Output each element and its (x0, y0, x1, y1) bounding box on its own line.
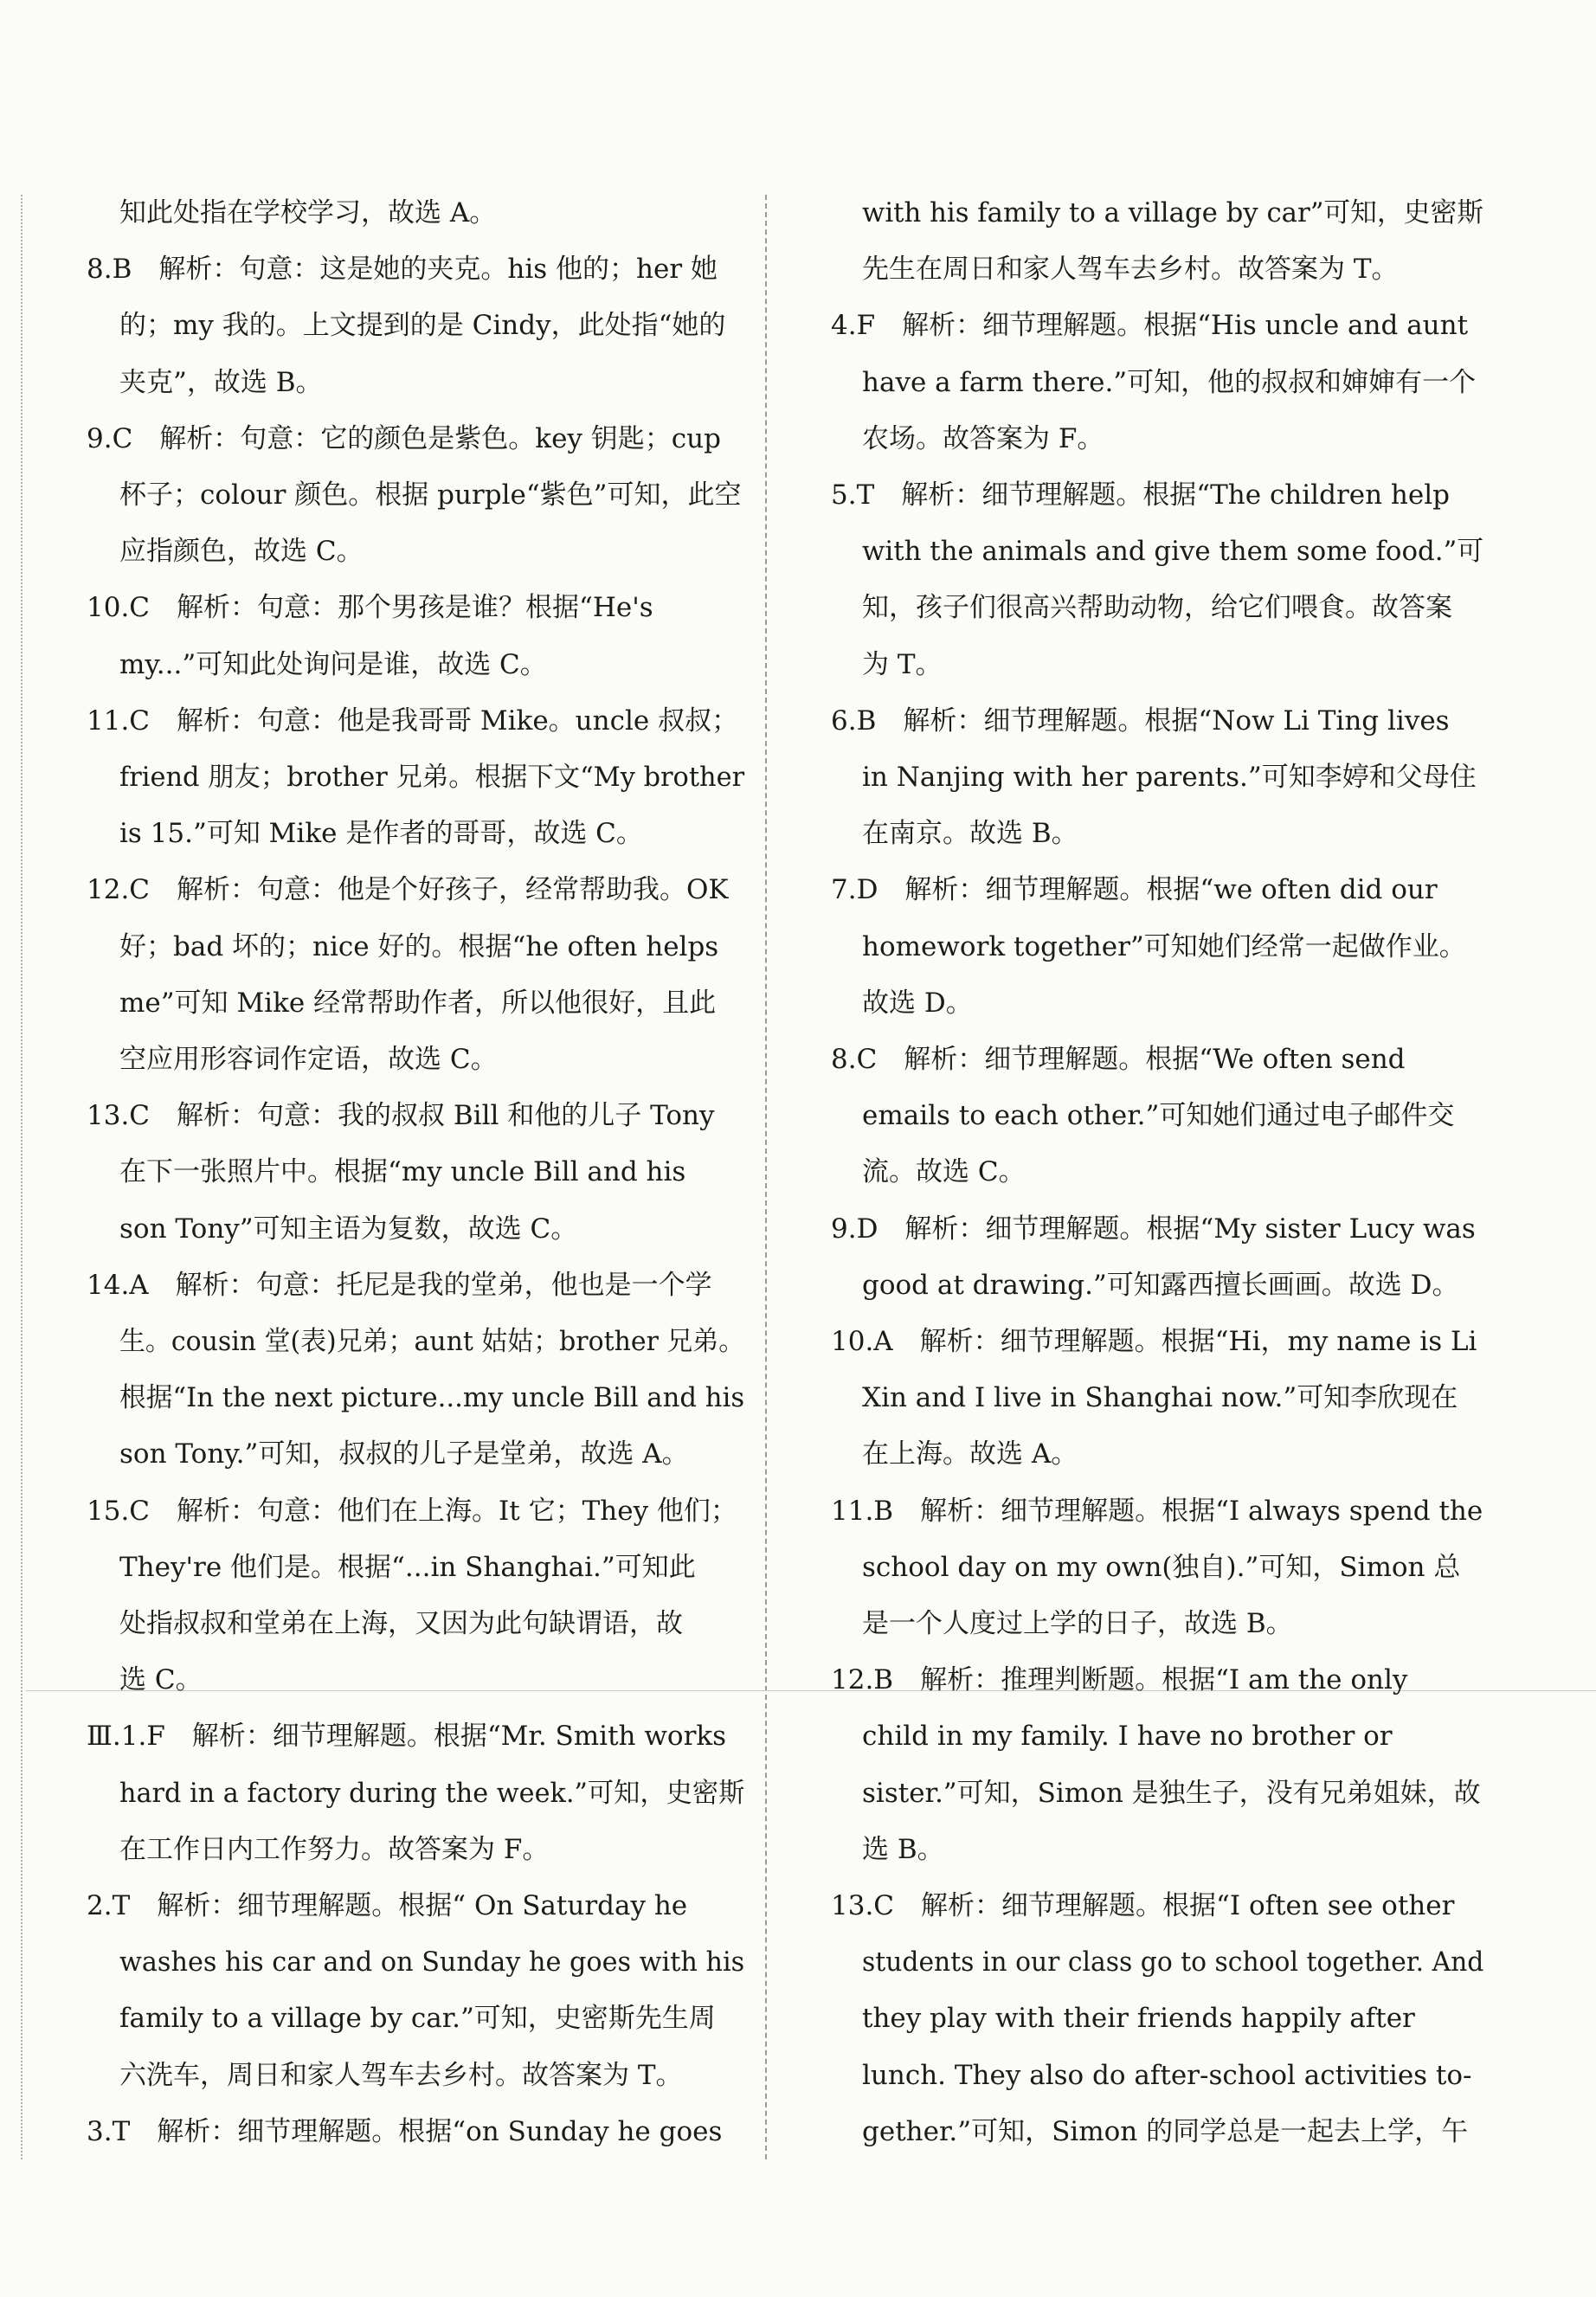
text-line: 流。故选 C。 (862, 1156, 1026, 1188)
text-line: 12.B 解析：推理判断题。根据“I am the only (831, 1664, 1408, 1696)
text-line: 10.A 解析：细节理解题。根据“Hi，my name is Li (831, 1326, 1477, 1357)
text-line: gether.”可知，Simon 的同学总是一起去上学，午 (862, 2115, 1469, 2147)
text-line: in Nanjing with her parents.”可知李婷和父母住 (862, 762, 1477, 793)
text-line: 9.D 解析：细节理解题。根据“My sister Lucy was (831, 1213, 1476, 1245)
text-line: son Tony.”可知，叔叔的儿子是堂弟，故选 A。 (119, 1438, 689, 1470)
text-line: 选 B。 (862, 1833, 944, 1865)
text-line: 2.T 解析：细节理解题。根据“ On Saturday he (87, 1890, 688, 1921)
text-line: sister.”可知，Simon 是独生子，没有兄弟姐妹，故 (862, 1777, 1481, 1809)
column-divider (765, 195, 767, 2159)
text-line: 5.T 解析：细节理解题。根据“The children help (831, 479, 1450, 511)
text-line: lunch. They also do after-school activities to- (862, 2059, 1472, 2091)
text-line: Xin and I live in Shanghai now.”可知李欣现在 (862, 1382, 1458, 1414)
text-line: with his family to a village by car”可知，史密斯 (862, 197, 1483, 228)
text-line: 故选 D。 (862, 987, 973, 1019)
text-line: 夹克”，故选 B。 (119, 366, 323, 398)
text-line: homework together”可知她们经常一起做作业。 (862, 930, 1466, 962)
text-line: 在工作日内工作努力。故答案为 F。 (119, 1833, 550, 1865)
text-line: 13.C 解析：细节理解题。根据“I often see other (831, 1890, 1455, 1921)
text-line: 8.B 解析：句意：这是她的夹克。his 他的；her 她 (87, 254, 718, 286)
text-line: 7.D 解析：细节理解题。根据“we often did our (831, 874, 1438, 906)
text-line: 六洗车，周日和家人驾车去乡村。故答案为 T。 (119, 2059, 683, 2091)
text-line: 11.C 解析：句意：他是我哥哥 Mike。uncle 叔叔； (87, 705, 739, 737)
text-line: emails to each other.”可知她们通过电子邮件交 (862, 1100, 1455, 1132)
text-line: is 15.”可知 Mike 是作者的哥哥，故选 C。 (119, 818, 643, 850)
text-line: have a farm there.”可知，他的叔叔和婶婶有一个 (862, 366, 1477, 398)
text-line: friend 朋友；brother 兄弟。根据下文“My brother (119, 762, 745, 793)
text-line: 农场。故答案为 F。 (862, 422, 1104, 454)
text-line: 生。cousin 堂(表)兄弟；aunt 姑姑；brother 兄弟。 (119, 1326, 745, 1357)
text-line: 15.C 解析：句意：他们在上海。It 它；They 他们； (87, 1495, 737, 1527)
text-line: 好；bad 坏的；nice 好的。根据“he often helps (119, 930, 719, 962)
text-line: child in my family. I have no brother or (862, 1721, 1393, 1753)
text-line: 知此处指在学校学习，故选 A。 (119, 197, 497, 228)
text-line: 11.B 解析：细节理解题。根据“I always spend the (831, 1495, 1483, 1527)
text-line: 根据“In the next picture...my uncle Bill and his (119, 1382, 745, 1414)
text-line: 选 C。 (119, 1664, 203, 1696)
text-line: 空应用形容词作定语，故选 C。 (119, 1044, 498, 1075)
text-line: Ⅲ.1.F 解析：细节理解题。根据“Mr. Smith works (87, 1721, 727, 1753)
text-line: my...”可知此处询问是谁，故选 C。 (119, 648, 547, 680)
text-line: 是一个人度过上学的日子，故选 B。 (862, 1608, 1293, 1639)
text-line: 13.C 解析：句意：我的叔叔 Bill 和他的儿子 Tony (87, 1100, 715, 1132)
text-line: 应指颜色，故选 C。 (119, 536, 364, 568)
text-line: school day on my own(独自).”可知，Simon 总 (862, 1551, 1461, 1583)
text-line: washes his car and on Sunday he goes with his (119, 1946, 745, 1979)
text-line: 在上海。故选 A。 (862, 1438, 1078, 1470)
text-line: students in our class go to school together. And (862, 1946, 1484, 1979)
text-line: hard in a factory during the week.”可知，史密斯 (119, 1777, 745, 1809)
text-line: 14.A 解析：句意：托尼是我的堂弟，他也是一个学 (87, 1269, 712, 1301)
text-line: They're 他们是。根据“...in Shanghai.”可知此 (119, 1551, 696, 1583)
left-margin-dots (21, 195, 23, 2159)
text-line: 为 T。 (862, 648, 943, 680)
text-line: with the animals and give them some food.”可 (862, 536, 1484, 568)
text-line: good at drawing.”可知露西擅长画画。故选 D。 (862, 1269, 1459, 1301)
text-line: 在下一张照片中。根据“my uncle Bill and his (119, 1156, 686, 1188)
text-line: 12.C 解析：句意：他是个好孩子，经常帮助我。OK (87, 874, 729, 906)
text-line: me”可知 Mike 经常帮助作者，所以他很好，且此 (119, 987, 717, 1019)
text-line: 10.C 解析：句意：那个男孩是谁？根据“He's (87, 592, 653, 624)
text-line: they play with their friends happily after (862, 2003, 1415, 2035)
text-line: 知，孩子们很高兴帮助动物，给它们喂食。故答案 (862, 592, 1452, 624)
text-line: family to a village by car.”可知，史密斯先生周 (119, 2003, 716, 2035)
text-line: 8.C 解析：细节理解题。根据“We often send (831, 1044, 1406, 1075)
text-line: 在南京。故选 B。 (862, 818, 1078, 850)
text-line: 4.F 解析：细节理解题。根据“His uncle and aunt (831, 310, 1469, 342)
text-line: 杯子；colour 颜色。根据 purple“紫色”可知，此空 (119, 479, 742, 511)
text-line: 3.T 解析：细节理解题。根据“on Sunday he goes (87, 2115, 723, 2147)
text-line: 的；my 我的。上文提到的是 Cindy，此处指“她的 (119, 310, 726, 342)
text-line: 先生在周日和家人驾车去乡村。故答案为 T。 (862, 254, 1399, 286)
text-line: 6.B 解析：细节理解题。根据“Now Li Ting lives (831, 705, 1450, 737)
text-line: son Tony”可知主语为复数，故选 C。 (119, 1213, 578, 1245)
text-line: 9.C 解析：句意：它的颜色是紫色。key 钥匙；cup (87, 422, 721, 454)
text-line: 处指叔叔和堂弟在上海，又因为此句缺谓语，故 (119, 1608, 683, 1639)
